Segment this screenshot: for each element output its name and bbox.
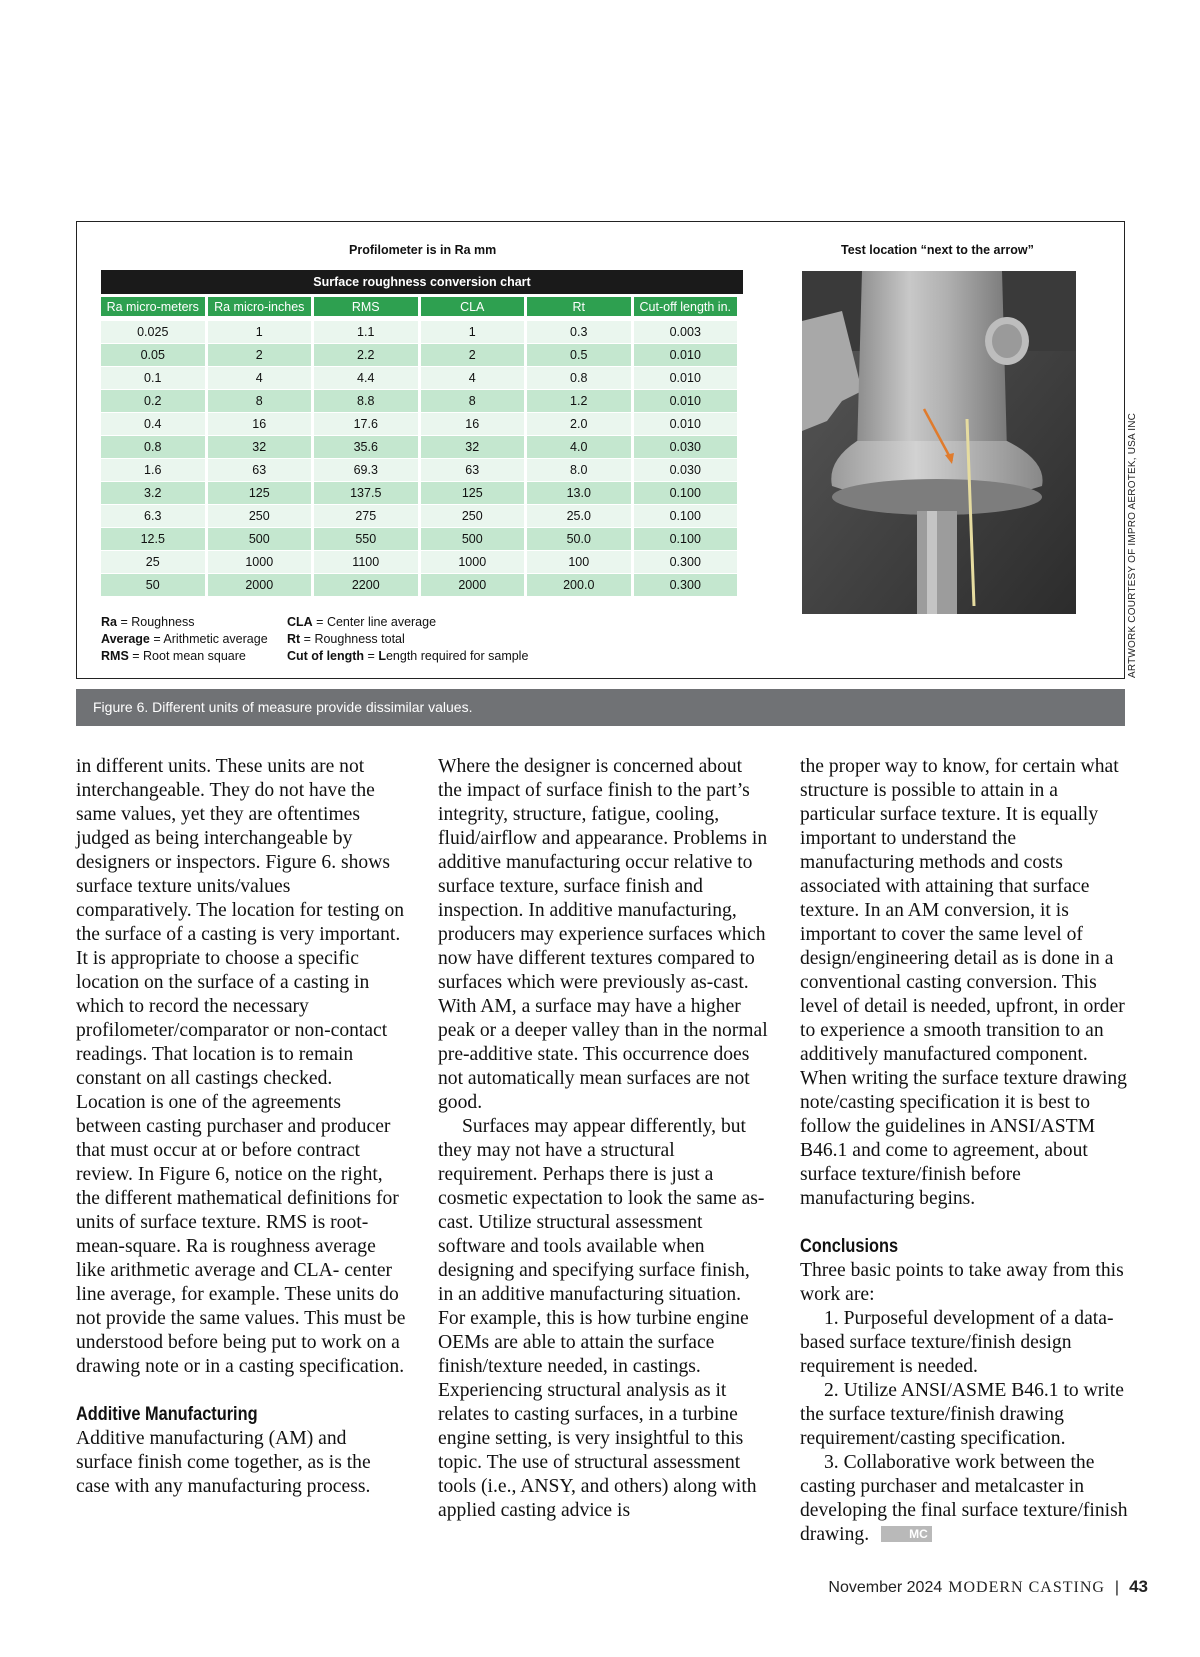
- list-item: 2. Utilize ANSI/ASME B46.1 to write the surface texture/finish drawing requirement/casting specification.: [800, 1380, 1124, 1449]
- table-cell: 4: [421, 367, 525, 390]
- table-cell: 0.1: [101, 367, 205, 390]
- table-row: [101, 482, 737, 505]
- table-cell: 0.100: [634, 505, 738, 528]
- table-row: [101, 413, 737, 436]
- table-cell: 0.030: [634, 459, 738, 482]
- table-cell: 2.0: [527, 413, 631, 436]
- table-row: [101, 367, 737, 390]
- legend-cla: CLA = Center line average: [287, 615, 437, 629]
- table-cell: 0.100: [634, 482, 738, 505]
- table-cell: 0.300: [634, 574, 738, 597]
- table-cell: 0.5: [527, 344, 631, 367]
- table-cell: 4.0: [527, 436, 631, 459]
- table-cell: 0.8: [101, 436, 205, 459]
- table-cell: 63: [208, 459, 312, 482]
- table-cell: 0.4: [101, 413, 205, 436]
- table-cell: 0.003: [634, 321, 738, 344]
- table-cell: 0.030: [634, 436, 738, 459]
- col-header: Rt: [527, 297, 631, 316]
- table-cell: 137.5: [314, 482, 418, 505]
- figure-6: [76, 221, 1125, 679]
- legend-average: Average = Arithmetic average: [101, 632, 268, 646]
- table-cell: 0.8: [527, 367, 631, 390]
- table-cell: 25: [101, 551, 205, 574]
- table-row: [101, 321, 737, 344]
- table-cell: 275: [314, 505, 418, 528]
- table-cell: 69.3: [314, 459, 418, 482]
- table-cell: 1.6: [101, 459, 205, 482]
- col-header: Cut-off length in.: [634, 297, 738, 316]
- table-cell: 35.6: [314, 436, 418, 459]
- table-cell: 550: [314, 528, 418, 551]
- paragraph: Additive manufacturing (AM) and surface finish come together, as is the case with any manufacturing process.: [76, 1428, 371, 1497]
- table-cell: 125: [208, 482, 312, 505]
- article-column-2: [438, 755, 768, 1523]
- table-cell: 8: [208, 390, 312, 413]
- table-cell: 8: [421, 390, 525, 413]
- paragraph: Surfaces may appear differently, but they may not have a structural requirement. Perhaps there is just a cosmetic expectation to look the same as- cast. Utilize structural assessment software and tools available when designing and specifying surface finish, in an additive manufacturing situation. For example, this is how turbine engine OEMs are able to attain the surface finish/texture needed, in castings. Experiencing structural analysis as it relates to casting surfaces, in a turbine engine setting, is very insightful to this topic. The use of structural assessment tools (i.e., ANSY, and others) along with applied casting advice is: [438, 1116, 765, 1521]
- table-cell: 32: [421, 436, 525, 459]
- legend-left: [101, 614, 268, 665]
- table-cell: 63: [421, 459, 525, 482]
- figure-caption: Figure 6. Different units of measure provide dissimilar values.: [76, 689, 1125, 726]
- table-row: [101, 574, 737, 597]
- artwork-credit: ARTWORK COURTESY OF IMPRO AEROTEK, USA INC: [1127, 412, 1138, 678]
- table-cell: 2200: [314, 574, 418, 597]
- table-cell: 500: [208, 528, 312, 551]
- table-cell: 200.0: [527, 574, 631, 597]
- table-cell: 125: [421, 482, 525, 505]
- table-title: Surface roughness conversion chart: [101, 270, 743, 294]
- table-cell: 1100: [314, 551, 418, 574]
- table-cell: 0.010: [634, 367, 738, 390]
- table-cell: 12.5: [101, 528, 205, 551]
- table-row: [101, 505, 737, 528]
- table-cell: 16: [208, 413, 312, 436]
- footer-separator: |: [1114, 1579, 1120, 1596]
- list-item: 3. Collaborative work between the casting purchaser and metalcaster in developing the final surface texture/finish drawing. MC: [800, 1452, 1128, 1545]
- legend-rt: Rt = Roughness total: [287, 632, 405, 646]
- casting-photo: [802, 271, 1076, 614]
- col-header: RMS: [314, 297, 418, 316]
- col-header: Ra micro-meters: [101, 297, 205, 316]
- legend-rms: RMS = Root mean square: [101, 649, 246, 663]
- legend-cut-length: Cut of length = Length required for sample: [287, 649, 529, 663]
- col-header: Ra micro-inches: [208, 297, 312, 316]
- table-row: [101, 459, 737, 482]
- table-cell: 0.010: [634, 344, 738, 367]
- list-item: 1. Purposeful development of a data-based surface texture/finish design requirement is needed.: [800, 1308, 1114, 1377]
- table-cell: 3.2: [101, 482, 205, 505]
- roughness-conversion-table: [98, 297, 740, 597]
- table-cell: 16: [421, 413, 525, 436]
- paragraph: the proper way to know, for certain what structure is possible to attain in a particular surface texture. It is equally important to understand the manufacturing methods and costs associated with attaining that surface texture. In an AM conversion, it is important to cover the same level of design/engineering detail as is done in a conventional casting conversion. This level of detail is needed, upfront, in order to experience a smooth transition to an additively manufactured component. When writing the surface texture drawing note/casting specification it is best to follow the guidelines in ANSI/ASTM B46.1 and come to agreement, about surface texture/finish before manufacturing begins.: [800, 756, 1127, 1209]
- table-cell: 25.0: [527, 505, 631, 528]
- legend-ra: Ra = Roughness: [101, 615, 195, 629]
- table-cell: 13.0: [527, 482, 631, 505]
- table-cell: 6.3: [101, 505, 205, 528]
- table-row: [101, 344, 737, 367]
- table-cell: 0.3: [527, 321, 631, 344]
- table-cell: 8.0: [527, 459, 631, 482]
- table-cell: 50.0: [527, 528, 631, 551]
- table-row: [101, 528, 737, 551]
- table-cell: 0.010: [634, 413, 738, 436]
- magazine-name: MODERN CASTING: [948, 1579, 1105, 1596]
- table-cell: 0.300: [634, 551, 738, 574]
- section-heading: Additive Manufacturing: [76, 1404, 258, 1425]
- table-cell: 1: [421, 321, 525, 344]
- table-cell: 4.4: [314, 367, 418, 390]
- table-cell: 1000: [421, 551, 525, 574]
- table-cell: 0.05: [101, 344, 205, 367]
- table-row: [101, 436, 737, 459]
- table-cell: 500: [421, 528, 525, 551]
- paragraph: Three basic points to take away from this work are:: [800, 1260, 1124, 1305]
- end-mark: MC: [881, 1526, 932, 1542]
- table-cell: 2000: [421, 574, 525, 597]
- paragraph: in different units. These units are not interchangeable. They do not have the same values, yet they are oftentimes judged as being interchangeable by designers or inspectors. Figure 6. shows surface texture units/values comparatively. The location for testing on the surface of a casting is very important. It is appropriate to choose a specific location on the surface of a casting in which to record the necessary profilometer/comparator or non-contact readings. That location is to remain constant on all castings checked. Location is one of the agreements between casting purchaser and producer that must occur at or before contract review. In Figure 6, notice on the right, the different mathematical definitions for units of surface texture. RMS is root-mean-square. Ra is roughness average like arithmetic average and CLA- center line average, for example. These units do not provide the same values. This must be understood before being put to work on a drawing note or in a casting specification.: [76, 756, 406, 1377]
- paragraph: Where the designer is concerned about the impact of surface finish to the part’s integrity, structure, fatigue, cooling, fluid/airflow and appearance. Problems in additive manufacturing occur relative to surface texture, surface finish and inspection. In additive manufacturing, producers may experience surfaces which now have different textures compared to surfaces which were previously as-cast. With AM, a surface may have a higher peak or a deeper valley than in the normal pre-additive state. This occurrence does not automatically mean surfaces are not good.: [438, 756, 768, 1113]
- article-column-3: [800, 755, 1130, 1547]
- table-cell: 1.1: [314, 321, 418, 344]
- col-header: CLA: [421, 297, 525, 316]
- article-column-1: [76, 755, 406, 1499]
- table-cell: 2.2: [314, 344, 418, 367]
- table-cell: 0.100: [634, 528, 738, 551]
- page-number: 43: [1129, 1577, 1148, 1596]
- table-cell: 1000: [208, 551, 312, 574]
- table-cell: 0.2: [101, 390, 205, 413]
- table-header-row: [101, 297, 737, 316]
- table-cell: 2000: [208, 574, 312, 597]
- table-cell: 17.6: [314, 413, 418, 436]
- table-cell: 250: [421, 505, 525, 528]
- table-cell: 4: [208, 367, 312, 390]
- issue-date: November 2024: [828, 1579, 943, 1596]
- table-cell: 8.8: [314, 390, 418, 413]
- table-cell: 1.2: [527, 390, 631, 413]
- table-cell: 250: [208, 505, 312, 528]
- table-row: [101, 390, 737, 413]
- page-footer: [828, 1577, 1148, 1597]
- table-row: [101, 551, 737, 574]
- table-cell: 50: [101, 574, 205, 597]
- section-heading: Conclusions: [800, 1236, 899, 1257]
- profilometer-title: Profilometer is in Ra mm: [349, 243, 497, 257]
- table-cell: 100: [527, 551, 631, 574]
- table-cell: 1: [208, 321, 312, 344]
- table-cell: 0.025: [101, 321, 205, 344]
- table-cell: 32: [208, 436, 312, 459]
- legend-right: [287, 614, 528, 665]
- test-location-title: Test location “next to the arrow”: [841, 243, 1034, 257]
- table-cell: 0.010: [634, 390, 738, 413]
- table-cell: 2: [421, 344, 525, 367]
- table-cell: 2: [208, 344, 312, 367]
